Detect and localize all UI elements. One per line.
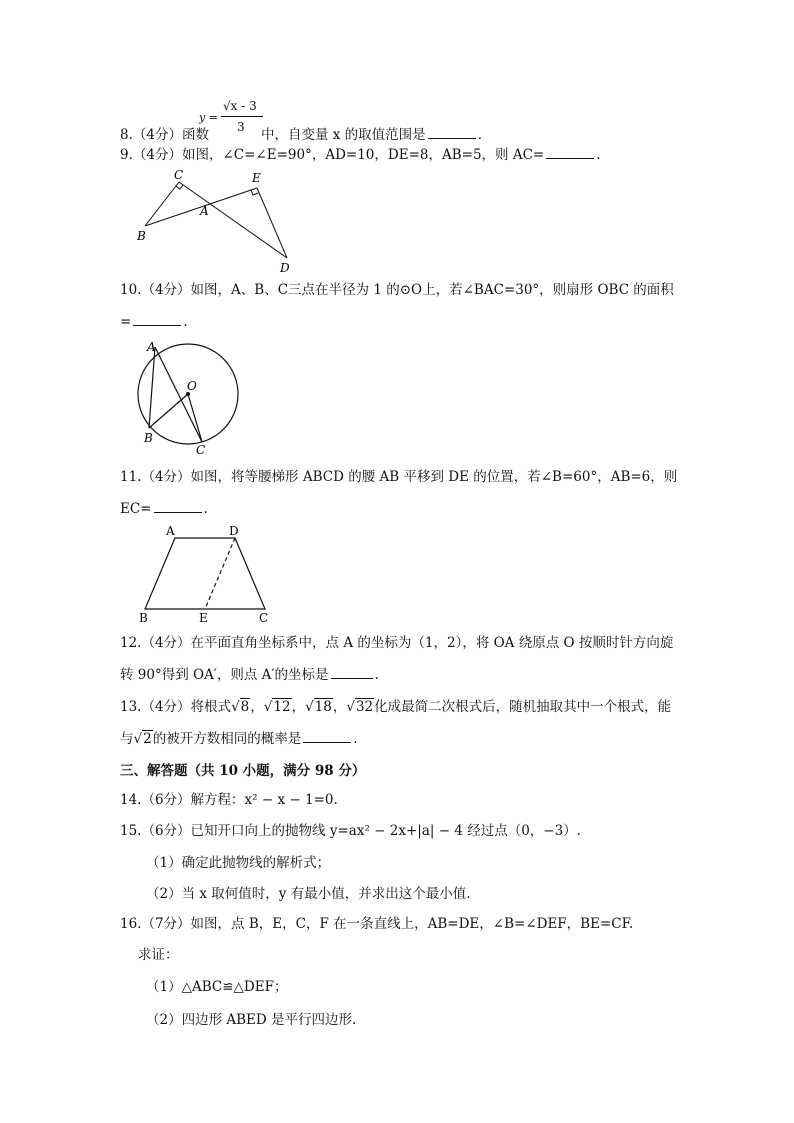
q10-answer-blank: [133, 313, 181, 326]
q12-text-1: 12.（4分）在平面直角坐标系中，点 A 的坐标为（1，2），将 OA 绕原点 O 按顺时针方向旋: [120, 635, 674, 651]
q10-label-A: A: [147, 340, 156, 354]
question-12-line-1: [120, 634, 673, 652]
q9-text: 9.（4分）如图，∠C=∠E=90°，AD=10，DE=8，AB=5，则 AC=: [120, 147, 545, 163]
q12-end: .: [374, 667, 379, 683]
q9-label-D: D: [280, 261, 290, 275]
question-11-line-2: [120, 500, 208, 518]
q13-radical-1: √8: [231, 699, 250, 715]
q13-radical-3: √18: [305, 699, 332, 715]
q9-label-B: B: [137, 229, 146, 243]
q13-text-1b: 化成最简二次根式后，随机抽取其中一个根式，能: [374, 699, 672, 715]
q13-text-2b: 的被开方数相同的概率是: [152, 731, 302, 747]
q13-radicand-4: 32: [355, 699, 374, 715]
q11-label-A: A: [166, 524, 175, 538]
q10-label-B: B: [144, 431, 153, 445]
question-14: 14.（6分）解方程：x² − x − 1=0.: [120, 792, 338, 808]
q11-label-E: E: [199, 611, 208, 625]
q10-label-O: O: [187, 379, 197, 393]
question-16-part-1: （1）△ABC≌△DEF；: [146, 979, 288, 995]
q8-fraction-bar: [221, 116, 263, 117]
q13-end: .: [353, 731, 358, 747]
q11-end: .: [203, 501, 208, 517]
question-13-line-1: [120, 698, 671, 716]
q9-right-angle-C: [176, 185, 183, 189]
q11-label-D: D: [229, 524, 239, 538]
question-15-part-2: （2）当 x 取何值时，y 有最小值，并求出这个最小值.: [146, 886, 471, 902]
q13-radical-4: √32: [346, 699, 374, 715]
q8-fraction-top: √x - 3: [222, 99, 257, 113]
question-9: [120, 146, 601, 164]
question-16-prove-label: 求证：: [138, 947, 179, 963]
q13-text-2a: 与: [120, 731, 134, 747]
q11-trapezoid-ABCD: [145, 538, 265, 609]
question-10-line-1: [120, 281, 674, 299]
q11-answer-blank: [154, 500, 202, 513]
question-12-line-2: [120, 666, 379, 684]
q10-text-1: 10.（4分）如图，A、B、C三点在半径为 1 的⊙O上，若∠BAC=30°，则扇形 OBC 的面积: [120, 282, 674, 298]
q11-text-2: EC=: [120, 501, 152, 517]
q11-segment-DE-dashed: [205, 538, 235, 609]
q10-label-C: C: [196, 443, 206, 457]
q8-answer-blank: [428, 126, 476, 139]
q9-label-C: C: [174, 168, 184, 182]
q13-sep-2: ，: [291, 699, 306, 715]
q13-text-1a: 13.（4分）将根式: [120, 699, 232, 715]
q8-fraction-bottom: 3: [236, 120, 245, 134]
q13-radicand-3: 18: [314, 699, 332, 715]
q8-end: .: [477, 127, 482, 143]
q9-segment-BC: [145, 182, 179, 226]
section-3-title: 三、解答题（共 10 小题，满分 98 分）: [120, 763, 366, 779]
question-16-part-2: （2）四边形 ABED 是平行四边形.: [146, 1012, 357, 1028]
q9-answer-blank: [546, 146, 594, 159]
question-15-part-1: （1）确定此抛物线的解析式；: [146, 855, 331, 871]
q11-label-C: C: [259, 611, 269, 625]
q13-sep-3: ，: [332, 699, 347, 715]
q9-label-E: E: [252, 171, 261, 185]
q13-radicand-1: 8: [240, 699, 250, 715]
q11-label-B: B: [139, 611, 148, 625]
q13-radical-5: √2: [133, 731, 152, 747]
q9-label-A: A: [200, 204, 209, 218]
q8-prefix: 8.（4分）函数: [120, 127, 209, 143]
q8-suffix: 中，自变量 x 的取值范围是: [260, 127, 426, 143]
question-13-line-2: [120, 730, 358, 748]
question-10-line-2: [120, 313, 188, 331]
q10-end: .: [183, 314, 188, 330]
q9-end: .: [596, 147, 601, 163]
q11-text-1: 11.（4分）如图，将等腰梯形 ABCD 的腰 AB 平移到 DE 的位置，若∠B=60°，AB=6，则: [120, 469, 678, 485]
q10-segment-AC: [155, 347, 202, 442]
q9-right-angle-E: [251, 190, 258, 195]
q8-fraction: [198, 99, 261, 139]
q12-answer-blank: [331, 666, 373, 679]
q10-text-2: =: [120, 314, 132, 330]
q13-answer-blank: [303, 730, 351, 743]
q13-radicand-2: 12: [273, 699, 291, 715]
q13-sep-1: ，: [250, 699, 264, 715]
question-15: 15.（6分）已知开口向上的抛物线 y=ax² − 2x+|a| − 4 经过点（0，−3）.: [120, 823, 581, 839]
q12-text-2: 转 90°得到 OA′，则点 A′的坐标是: [120, 667, 329, 683]
q10-segment-BO: [149, 394, 188, 428]
q9-figure: [135, 168, 305, 276]
question-16: 16.（7分）如图，点 B，E，C，F 在一条直线上，AB=DE，∠B=∠DEF，BE=CF.: [120, 916, 634, 932]
question-11-line-1: [120, 468, 677, 486]
q13-radical-2: √12: [263, 699, 291, 715]
q11-figure: [135, 522, 275, 628]
q13-radicand-5: 2: [143, 731, 152, 747]
q8-fraction-y: y =: [198, 111, 218, 124]
q10-figure: [132, 335, 244, 461]
question-8: [120, 99, 482, 144]
